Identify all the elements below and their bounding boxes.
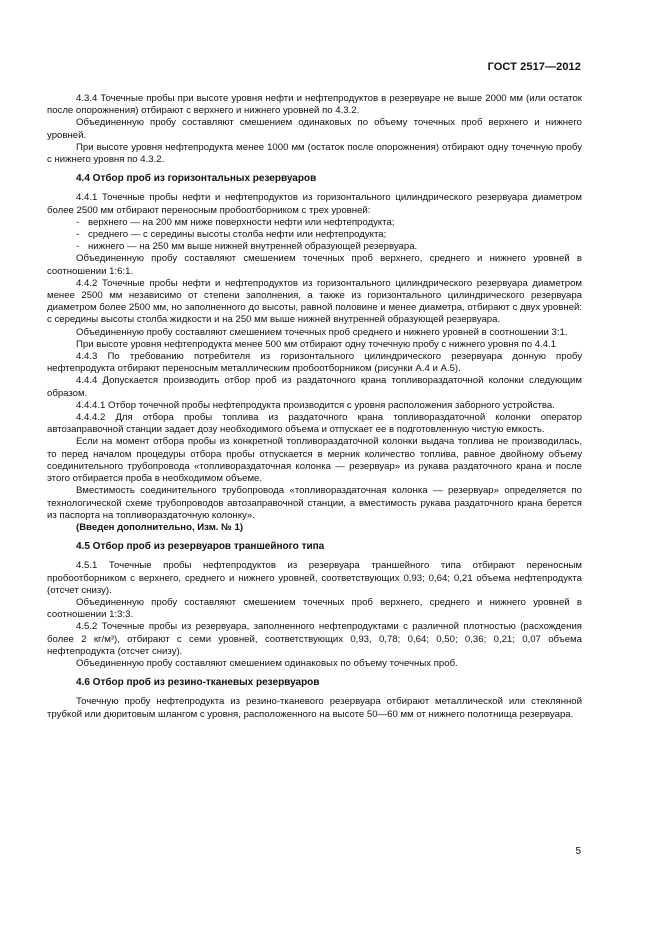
- list-item: - среднего — с середины высоты столба нефти или нефтепродукта;: [76, 229, 387, 241]
- paragraph-4-4-4: 4.4.4 Допускается производить отбор проб из раздаточного крана топливораздаточной колонки следующим образом.: [47, 375, 582, 399]
- paragraph-4-5-1: 4.5.1 Точечные пробы нефтепродуктов из резервуара траншейного типа отбирают переносным пробоотборником с верхнего, среднего и нижнего уровней, соответствующих 0,93; 0,64; 0,21 объема нефтепродукта (отсчет снизу).: [47, 560, 582, 596]
- list-item: - верхнего — на 200 мм ниже поверхности нефти или нефтепродукта;: [76, 216, 395, 228]
- list-item-text: нижнего — на 250 мм выше нижней внутренней образующей резервуара.: [88, 241, 418, 253]
- section-heading-4-5: 4.5 Отбор проб из резервуаров траншейного типа: [76, 541, 325, 553]
- list-item-text: среднего — с середины высоты столба нефти или нефтепродукта;: [88, 229, 387, 241]
- paragraph-4-4-2: 4.4.2 Точечные пробы нефти и нефтепродуктов из горизонтального цилиндрического резервуара диаметром менее 2500 мм независимо от степени заполнения, а также из горизонтального цилиндрического резервуара диаметром более 2500 мм, но заполненного до высоты, равной половине и менее диаметра, отбирают с двух уровней: с середины высоты столба жидкости и на 250 мм выше нижней внутренней образующей резервуара.: [47, 277, 582, 326]
- paragraph-4-5-1-combined: Объединенную пробу составляют смешением точечных проб верхнего, среднего и нижнего уровней в соотношении 1:3:3.: [47, 596, 582, 621]
- document-code: ГОСТ 2517—2012: [487, 61, 581, 73]
- paragraph-4-4-4-2-no-dispense: Если на момент отбора пробы из конкретной топливораздаточной колонки выдача топлива не производилась, то перед началом процедуры отбора пробы отпускается в мерник количество топлива, равное двойному объему соединительного трубопровода «топливораздаточная колонка — резервуар» из рукава раздаточного крана и после этого отбирается проба в необходимом объеме.: [47, 436, 582, 485]
- paragraph-4-4-4-2-capacity: Вместимость соединительного трубопровода «топливораздаточная колонка — резервуар» определяется по технологической схеме трубопроводов автозаправочной станции, а вместимость рукава раздаточного крана берется из паспорта на топливораздаточную колонку».: [47, 485, 582, 521]
- paragraph-4-4-4-1: 4.4.4.1 Отбор точечной пробы нефтепродукта производится с уровня расположения заборного устройства.: [76, 399, 555, 411]
- paragraph-4-4-3: 4.4.3 По требованию потребителя из горизонтального цилиндрического резервуара донную пробу нефтепродукта отбирают переносным металлическим пробоотборником (рисунки А.4 и А.5).: [47, 351, 582, 375]
- section-heading-4-4: 4.4 Отбор проб из горизонтальных резервуаров: [76, 173, 317, 185]
- list-item-text: верхнего — на 200 мм ниже поверхности нефти или нефтепродукта;: [88, 216, 395, 228]
- document-body: [47, 93, 582, 721]
- page-number: 5: [575, 846, 581, 857]
- paragraph-4-5-2-combined: Объединенную пробу составляют смешением одинаковых по объему точечных проб.: [76, 657, 458, 669]
- paragraph-4-6: Точечную пробу нефтепродукта из резино-тканевого резервуара отбирают металлической или стеклянной трубкой или дюритовым шлангом с уровня, расположенного на высоте 50—60 мм от нижнего полотнища резервуара.: [47, 696, 582, 720]
- section-heading-4-6: 4.6 Отбор проб из резино-тканевых резервуаров: [76, 677, 320, 689]
- paragraph-4-3-4-low-level: При высоте уровня нефтепродукта менее 1000 мм (остаток после опорожнения) отбирают одну точечную пробу с нижнего уровня по 4.3.2.: [47, 141, 582, 166]
- paragraph-4-3-4: 4.3.4 Точечные пробы при высоте уровня нефти и нефтепродуктов в резервуаре не выше 2000 мм (или остаток после опорожнения) отбирают с верхнего и нижнего уровней по 4.3.2.: [47, 93, 582, 117]
- paragraph-4-4-1: 4.4.1 Точечные пробы нефти и нефтепродуктов из горизонтального цилиндрического резервуара диаметром более 2500 мм отбирают переносным пробоотборником с трех уровней:: [47, 192, 582, 216]
- paragraph-4-4-2-combined: Объединенную пробу составляют смешением точечных проб среднего и нижнего уровней в соотношении 3:1.: [76, 326, 568, 338]
- paragraph-4-3-4-combined: Объединенную пробу составляют смешением одинаковых по объему точечных проб верхнего и нижнего уровней.: [47, 117, 582, 141]
- list-item: - нижнего — на 250 мм выше нижней внутренней образующей резервуара.: [76, 241, 418, 253]
- paragraph-4-4-4-2: 4.4.4.2 Для отбора пробы топлива из раздаточного крана топливораздаточной колонки оператор автозаправочной станции задает дозу необходимого объема и отпускает ее в подготовленную чистую емкость.: [47, 412, 582, 436]
- amendment-note: (Введен дополнительно, Изм. № 1): [76, 521, 244, 533]
- paragraph-4-4-1-combined: Объединенную пробу составляют смешением точечных проб верхнего, среднего и нижнего уровней в соотношении 1:6:1.: [47, 253, 582, 277]
- paragraph-4-5-2: 4.5.2 Точечные пробы из резервуара, заполненного нефтепродуктами с различной плотностью (расхождения более 2 кг/м³), отбирают с семи уровней, соответствующих 0,93, 0,78; 0,64; 0,50; 0,36; 0,21; 0,07 объема нефтепродукта (отсчет снизу).: [47, 621, 582, 657]
- paragraph-4-4-2-low-level: При высоте уровня нефтепродукта менее 500 мм отбирают одну точечную пробу с нижнего уровня по 4.4.1: [76, 338, 557, 350]
